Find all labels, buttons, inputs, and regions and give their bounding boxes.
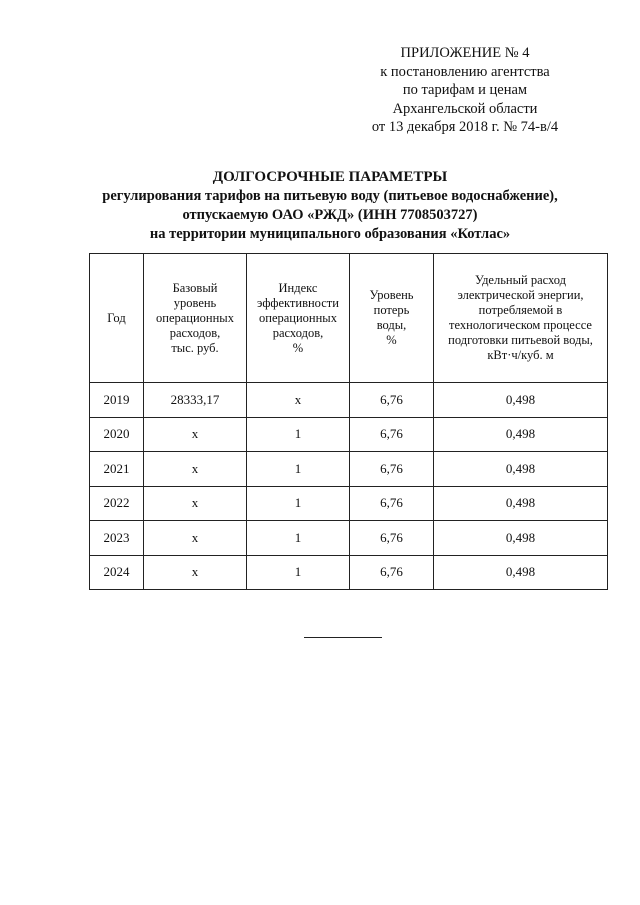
header-line: технологическом процессе — [449, 318, 592, 332]
table-header-row — [90, 254, 608, 383]
title-line: ДОЛГОСРОЧНЫЕ ПАРАМЕТРЫ — [212, 169, 448, 185]
cell-year: 2023 — [90, 521, 144, 556]
header-line: тыс. руб. — [171, 340, 219, 355]
cell-efficiency-index: 1 — [247, 452, 350, 487]
header-line: потерь — [373, 303, 410, 317]
cell-year: 2021 — [90, 452, 144, 487]
cell-year: 2022 — [90, 486, 144, 521]
header-line: Год — [107, 310, 126, 325]
header-base-opex — [144, 254, 247, 383]
end-divider-line — [304, 637, 382, 638]
table-row — [90, 486, 608, 521]
header-line: расходов, — [272, 325, 324, 340]
cell-energy-consumption: 0,498 — [434, 555, 608, 590]
appendix-note — [340, 44, 590, 137]
table-row — [90, 417, 608, 452]
cell-base-opex: x — [144, 555, 247, 590]
appendix-line: к постановлению агентства — [380, 63, 550, 80]
header-water-losses — [350, 254, 434, 383]
cell-water-losses: 6,76 — [350, 452, 434, 487]
document-title — [40, 168, 620, 244]
appendix-line: ПРИЛОЖЕНИЕ № 4 — [400, 45, 530, 61]
cell-base-opex: x — [144, 521, 247, 556]
header-line: потребляемой в — [478, 303, 563, 317]
header-line: подготовки питьевой воды, — [448, 333, 593, 347]
title-line: отпускаемую ОАО «РЖД» (ИНН 7708503727) — [182, 207, 478, 223]
cell-base-opex: x — [144, 486, 247, 521]
cell-efficiency-index: x — [247, 383, 350, 418]
cell-efficiency-index: 1 — [247, 521, 350, 556]
cell-base-opex: x — [144, 417, 247, 452]
table-row — [90, 521, 608, 556]
cell-efficiency-index: 1 — [247, 555, 350, 590]
header-line: Индекс — [278, 280, 318, 295]
cell-year: 2020 — [90, 417, 144, 452]
header-line: уровень — [173, 295, 217, 310]
cell-energy-consumption: 0,498 — [434, 452, 608, 487]
header-line: воды, — [376, 318, 407, 332]
cell-efficiency-index: 1 — [247, 486, 350, 521]
header-efficiency-index — [247, 254, 350, 383]
header-line: эффективности — [257, 295, 339, 310]
cell-water-losses: 6,76 — [350, 383, 434, 418]
header-line: % — [386, 333, 397, 347]
header-line: расходов, — [169, 325, 221, 340]
header-line: электрической энергии, — [457, 288, 584, 302]
cell-water-losses: 6,76 — [350, 521, 434, 556]
cell-efficiency-index: 1 — [247, 417, 350, 452]
header-energy-consumption — [434, 254, 608, 383]
title-line: на территории муниципального образования «Котлас» — [149, 226, 511, 242]
cell-base-opex: 28333,17 — [144, 383, 247, 418]
cell-energy-consumption: 0,498 — [434, 417, 608, 452]
cell-water-losses: 6,76 — [350, 555, 434, 590]
header-line: операционных — [259, 310, 337, 325]
header-line: % — [292, 340, 304, 355]
cell-energy-consumption: 0,498 — [434, 383, 608, 418]
header-line: Базовый — [172, 280, 218, 295]
appendix-line: от 13 декабря 2018 г. № 74-в/4 — [371, 119, 559, 135]
cell-water-losses: 6,76 — [350, 417, 434, 452]
table-row — [90, 383, 608, 418]
header-year — [90, 254, 144, 383]
header-line: кВт·ч/куб. м — [487, 348, 554, 362]
header-line: операционных — [156, 310, 234, 325]
appendix-line: Архангельской области — [392, 100, 538, 117]
cell-energy-consumption: 0,498 — [434, 521, 608, 556]
cell-energy-consumption: 0,498 — [434, 486, 608, 521]
table-row — [90, 452, 608, 487]
header-line: Уровень — [369, 288, 414, 302]
header-line: Удельный расход — [474, 273, 567, 287]
appendix-line: по тарифам и ценам — [402, 82, 528, 98]
table-row — [90, 555, 608, 590]
cell-year: 2024 — [90, 555, 144, 590]
cell-year: 2019 — [90, 383, 144, 418]
parameters-table — [89, 253, 608, 590]
cell-base-opex: x — [144, 452, 247, 487]
cell-water-losses: 6,76 — [350, 486, 434, 521]
title-line: регулирования тарифов на питьевую воду (питьевое водоснабжение), — [102, 188, 558, 204]
